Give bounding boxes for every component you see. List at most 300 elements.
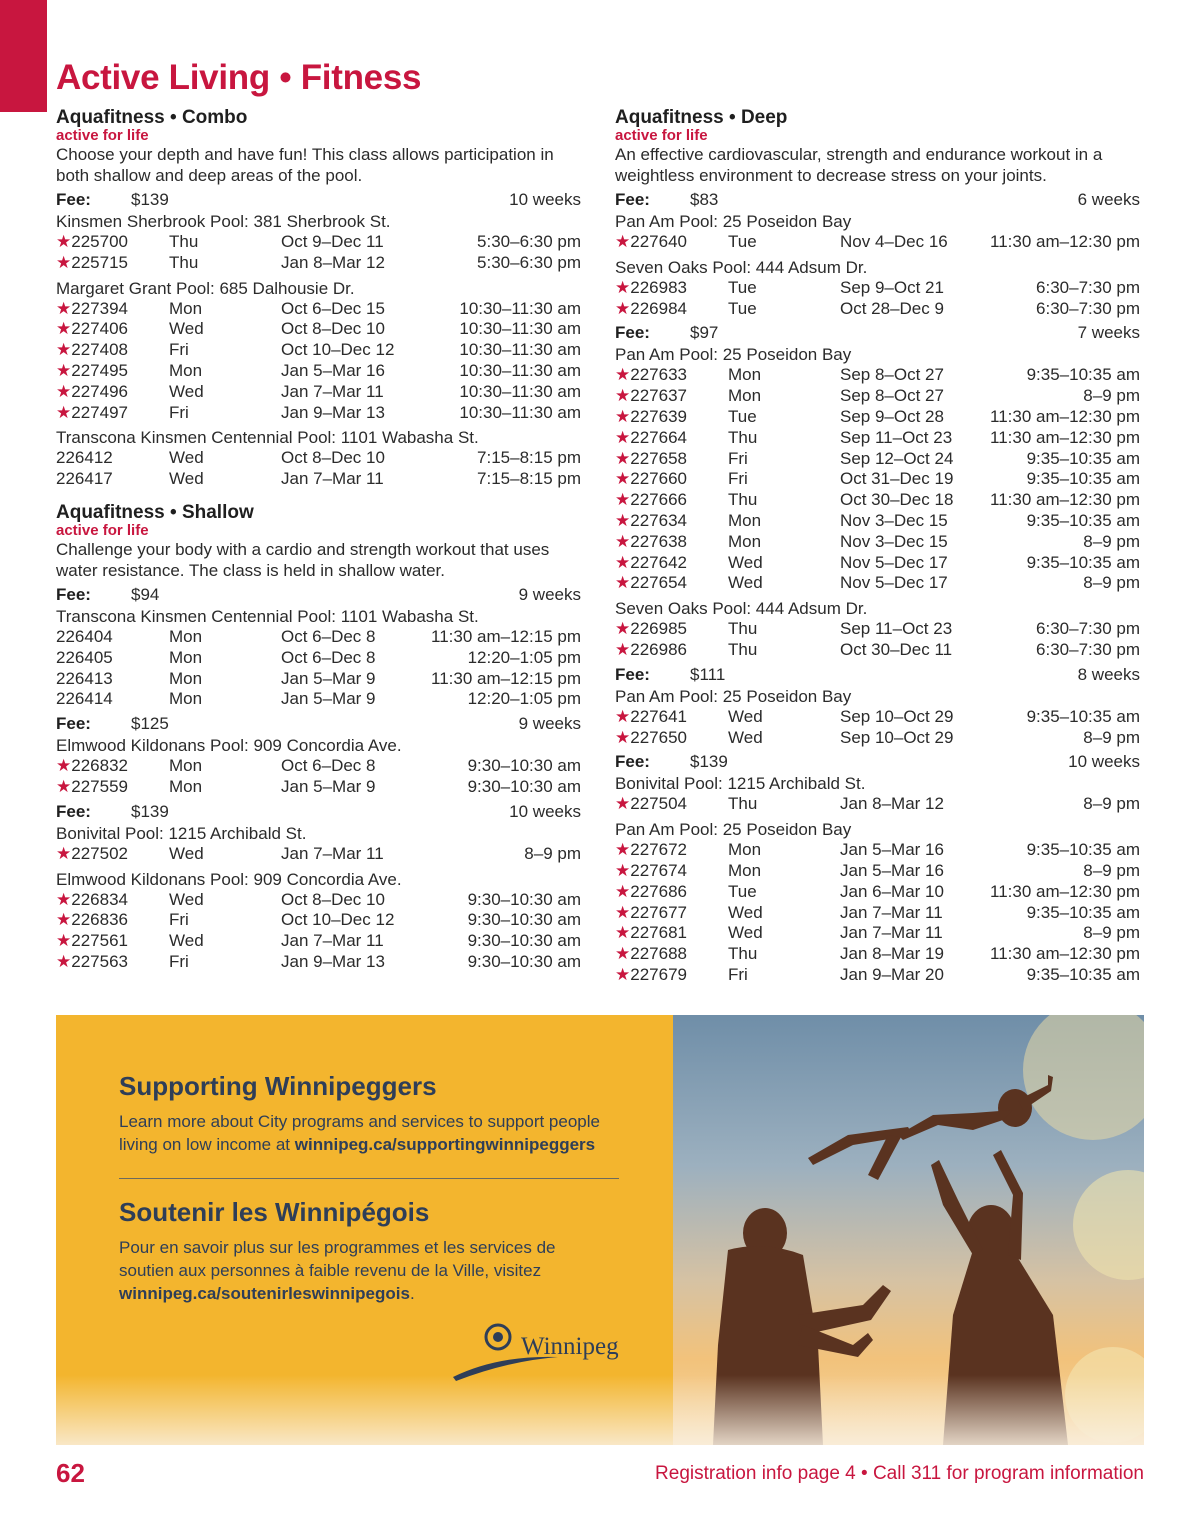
star-icon: ★ (615, 365, 631, 385)
session-day: Mon (728, 510, 762, 530)
session-dates: Oct 6–Dec 8 (281, 626, 376, 646)
session-row[interactable] (56, 403, 581, 424)
session-row[interactable] (615, 923, 1140, 944)
star-icon: ★ (56, 776, 72, 796)
session-code (615, 944, 728, 965)
session-time: 9:35–10:35 am (1026, 510, 1140, 530)
session-day: Wed (169, 889, 204, 909)
session-day: Thu (728, 619, 758, 639)
session-dates: Oct 6–Dec 8 (281, 756, 376, 776)
soutenir-text (119, 1236, 599, 1305)
session-day: Wed (169, 319, 204, 339)
session-dates: Oct 6–Dec 15 (281, 298, 385, 318)
session-row[interactable] (615, 490, 1140, 511)
course-number: 226986 (630, 639, 687, 659)
session-row[interactable] (615, 428, 1140, 449)
session-dates: Jan 9–Mar 13 (281, 951, 385, 971)
session-code (56, 469, 169, 490)
session-time: 6:30–7:30 pm (1036, 298, 1140, 318)
star-icon: ★ (615, 469, 631, 489)
session-code (615, 490, 728, 511)
fee-row (615, 752, 1140, 773)
page-number: 62 (56, 1458, 85, 1488)
session-time: 8–9 pm (1083, 727, 1140, 747)
session-code (615, 449, 728, 470)
session-day: Thu (169, 252, 199, 272)
session-day: Mon (728, 365, 762, 385)
session-time: 11:30 am–12:30 pm (990, 427, 1140, 447)
session-dates: Jan 8–Mar 12 (840, 794, 944, 814)
session-code (56, 319, 169, 340)
session-dates: Sep 8–Oct 27 (840, 386, 944, 406)
session-code (615, 923, 728, 944)
course-number: 226985 (630, 619, 687, 639)
session-row[interactable] (615, 232, 1140, 253)
session-dates: Jan 7–Mar 11 (281, 843, 384, 863)
session-dates: Jan 5–Mar 16 (281, 360, 385, 380)
session-code (56, 669, 169, 690)
session-dates: Oct 9–Dec 11 (281, 232, 384, 251)
session-code (56, 952, 169, 973)
session-time: 9:30–10:30 am (467, 951, 581, 971)
course-number: 227658 (630, 448, 687, 468)
session-row[interactable] (56, 890, 581, 911)
course-number: 226836 (71, 910, 128, 930)
session-dates: Sep 10–Oct 29 (840, 706, 954, 726)
session-code (615, 511, 728, 532)
session-time: 8–9 pm (1083, 573, 1140, 593)
session-row[interactable] (56, 648, 581, 669)
course-number: 227495 (71, 360, 128, 380)
session-day: Mon (728, 860, 762, 880)
session-row[interactable] (56, 299, 581, 320)
pool-location: Seven Oaks Pool: 444 Adsum Dr. (615, 599, 868, 619)
program-tag: active for life (56, 127, 149, 144)
course-number: 226983 (630, 277, 687, 297)
course-number: 227502 (71, 843, 128, 863)
course-number: 226417 (56, 469, 113, 489)
session-day: Wed (728, 573, 763, 593)
fee-row (56, 714, 581, 735)
supporting-body: Learn more about City programs and services to support people living on low income at (119, 1112, 600, 1154)
session-row[interactable] (615, 299, 1140, 320)
course-number: 227394 (71, 298, 128, 318)
session-day: Fri (728, 964, 748, 984)
session-code (615, 532, 728, 553)
session-code (56, 689, 169, 710)
star-icon: ★ (615, 794, 631, 814)
course-number: 227633 (630, 365, 687, 385)
winnipeg-logo-text: Winnipeg (521, 1333, 619, 1360)
session-dates: Jan 7–Mar 11 (281, 469, 384, 489)
star-icon: ★ (615, 860, 631, 880)
supporting-winnipeggers-banner (56, 1015, 1144, 1445)
course-number: 227638 (630, 531, 687, 551)
session-row[interactable] (615, 407, 1140, 428)
session-time: 8–9 pm (1083, 386, 1140, 406)
session-dates: Jan 5–Mar 9 (281, 689, 376, 709)
session-row[interactable] (615, 944, 1140, 965)
session-row[interactable] (615, 573, 1140, 594)
session-code (56, 340, 169, 361)
star-icon: ★ (615, 448, 631, 468)
fee-label: Fee: (615, 190, 650, 210)
soutenir-end: . (409, 1284, 415, 1303)
session-time: 8–9 pm (1083, 794, 1140, 814)
session-time: 10:30–11:30 am (459, 402, 581, 422)
session-time: 10:30–11:30 am (459, 381, 581, 401)
session-time: 7:15–8:15 pm (477, 448, 581, 468)
course-number: 227406 (71, 319, 128, 339)
session-row[interactable] (56, 448, 581, 469)
session-code (615, 640, 728, 661)
session-time: 11:30 am–12:30 pm (990, 406, 1140, 426)
course-number: 227559 (71, 776, 128, 796)
session-day: Mon (169, 647, 203, 667)
session-dates: Oct 30–Dec 18 (840, 490, 954, 510)
session-code (615, 232, 728, 253)
session-time: 9:35–10:35 am (1026, 964, 1140, 984)
session-day: Mon (169, 756, 203, 776)
session-row[interactable] (615, 619, 1140, 640)
session-code (615, 299, 728, 320)
session-dates: Oct 28–Dec 9 (840, 298, 944, 318)
star-icon: ★ (56, 360, 72, 380)
fee-weeks: 9 weeks (518, 585, 581, 605)
session-dates: Oct 30–Dec 11 (840, 639, 953, 659)
session-code (615, 469, 728, 490)
course-number: 227677 (630, 902, 687, 922)
pool-location: Kinsmen Sherbrook Pool: 381 Sherbrook St. (56, 212, 391, 231)
session-time: 9:30–10:30 am (467, 931, 581, 951)
session-dates: Sep 11–Oct 23 (840, 427, 953, 447)
course-number: 227504 (630, 794, 687, 814)
session-time: 11:30 am–12:30 pm (990, 232, 1140, 251)
course-number: 227497 (71, 402, 128, 422)
course-number: 227561 (71, 931, 128, 951)
session-dates: Sep 12–Oct 24 (840, 448, 954, 468)
session-time: 9:35–10:35 am (1026, 365, 1140, 385)
session-row[interactable] (56, 361, 581, 382)
star-icon: ★ (56, 889, 72, 909)
session-row[interactable] (56, 777, 581, 798)
supporting-link[interactable]: winnipeg.ca/supportingwinnipeggers (294, 1135, 596, 1154)
session-code (56, 403, 169, 424)
session-row[interactable] (615, 532, 1140, 553)
session-time: 5:30–6:30 pm (477, 252, 581, 272)
star-icon: ★ (615, 923, 631, 943)
fee-amount: $83 (690, 190, 719, 210)
star-icon: ★ (615, 552, 631, 572)
pool-location: Elmwood Kildonans Pool: 909 Concordia Ave. (56, 869, 402, 889)
fee-amount: $139 (690, 752, 728, 772)
session-dates: Nov 5–Dec 17 (840, 573, 948, 593)
session-row[interactable] (615, 553, 1140, 574)
session-day: Thu (728, 794, 758, 814)
fee-label: Fee: (56, 190, 91, 210)
soutenir-title: Soutenir les Winnipégois (119, 1197, 430, 1227)
star-icon: ★ (615, 964, 631, 984)
session-row[interactable] (56, 952, 581, 973)
session-code (56, 756, 169, 777)
session-time: 7:15–8:15 pm (477, 469, 581, 489)
star-icon: ★ (615, 232, 631, 251)
star-icon: ★ (615, 510, 631, 530)
session-time: 8–9 pm (1083, 923, 1140, 943)
session-day: Fri (169, 402, 189, 422)
course-number: 227686 (630, 881, 687, 901)
fee-weeks: 6 weeks (1077, 190, 1140, 210)
course-number: 227639 (630, 406, 687, 426)
session-day: Wed (728, 923, 763, 943)
pool-location: Transcona Kinsmen Centennial Pool: 1101 Wabasha St. (56, 428, 479, 448)
star-icon: ★ (56, 756, 72, 776)
session-time: 6:30–7:30 pm (1036, 639, 1140, 659)
pool-location: Pan Am Pool: 25 Poseidon Bay (615, 686, 852, 706)
fee-row (615, 665, 1140, 686)
session-row[interactable] (56, 627, 581, 648)
fee-label: Fee: (56, 714, 91, 734)
session-code (56, 361, 169, 382)
session-row[interactable] (56, 382, 581, 403)
session-code (615, 619, 728, 640)
session-dates: Oct 10–Dec 12 (281, 340, 395, 360)
course-number: 226834 (71, 889, 128, 909)
session-row[interactable] (615, 278, 1140, 299)
session-day: Wed (728, 706, 763, 726)
session-dates: Oct 8–Dec 10 (281, 448, 385, 468)
star-icon: ★ (56, 951, 72, 971)
session-row[interactable] (615, 511, 1140, 532)
session-day: Wed (169, 931, 204, 951)
fee-label: Fee: (615, 664, 650, 684)
supporting-title: Supporting Winnipeggers (119, 1071, 437, 1101)
session-time: 9:30–10:30 am (467, 910, 581, 930)
session-row[interactable] (56, 319, 581, 340)
session-code (615, 707, 728, 728)
session-dates: Sep 9–Oct 28 (840, 406, 944, 426)
session-code (56, 931, 169, 952)
session-code (56, 890, 169, 911)
session-dates: Oct 10–Dec 12 (281, 910, 395, 930)
session-dates: Nov 3–Dec 15 (840, 531, 948, 551)
session-day: Wed (169, 448, 204, 468)
session-row[interactable] (56, 756, 581, 777)
star-icon: ★ (56, 910, 72, 930)
program-description: An effective cardiovascular, strength and endurance workout in a weightless environment to decrease stress on your joints. (615, 145, 1103, 185)
pool-location: Pan Am Pool: 25 Poseidon Bay (615, 212, 852, 231)
session-code (56, 232, 169, 253)
pool-location: Seven Oaks Pool: 444 Adsum Dr. (615, 257, 868, 277)
session-code (615, 553, 728, 574)
fee-weeks: 10 weeks (509, 801, 581, 821)
session-code (56, 648, 169, 669)
session-day: Tue (728, 406, 757, 426)
session-row[interactable] (56, 340, 581, 361)
session-row[interactable] (56, 689, 581, 710)
course-number: 226832 (71, 756, 128, 776)
session-row[interactable] (56, 931, 581, 952)
star-icon: ★ (615, 386, 631, 406)
session-row[interactable] (615, 794, 1140, 815)
fee-label: Fee: (56, 585, 91, 605)
session-time: 8–9 pm (524, 843, 581, 863)
session-row[interactable] (56, 253, 581, 274)
session-code (615, 428, 728, 449)
session-dates: Nov 5–Dec 17 (840, 552, 948, 572)
pool-location: Bonivital Pool: 1215 Archibald St. (56, 823, 307, 843)
session-code (615, 278, 728, 299)
session-time: 11:30 am–12:15 pm (431, 626, 581, 646)
session-row[interactable] (56, 844, 581, 865)
course-number: 227640 (630, 232, 687, 251)
session-row[interactable] (615, 728, 1140, 749)
star-icon: ★ (615, 406, 631, 426)
session-row[interactable] (615, 903, 1140, 924)
fee-amount: $139 (131, 190, 169, 210)
course-number: 227660 (630, 469, 687, 489)
course-number: 226404 (56, 626, 113, 646)
session-day: Mon (169, 668, 203, 688)
right-column (615, 107, 1140, 986)
fee-row (615, 323, 1140, 344)
fee-row (56, 802, 581, 823)
program-title: Aquafitness • Deep (615, 107, 788, 128)
session-row[interactable] (615, 861, 1140, 882)
session-day: Wed (169, 469, 204, 489)
session-dates: Jan 5–Mar 16 (840, 840, 944, 860)
session-row[interactable] (615, 640, 1140, 661)
session-row[interactable] (56, 910, 581, 931)
session-row[interactable] (615, 365, 1140, 386)
session-time: 11:30 am–12:15 pm (431, 668, 581, 688)
session-day: Thu (728, 490, 758, 510)
session-code (615, 794, 728, 815)
soutenir-body: Pour en savoir plus sur les programmes et les services de soutien aux personnes à faible revenu de la Ville, visitez (119, 1238, 556, 1280)
session-code (56, 777, 169, 798)
course-number: 227664 (630, 427, 687, 447)
session-time: 9:30–10:30 am (467, 756, 581, 776)
session-code (56, 299, 169, 320)
session-code (56, 448, 169, 469)
fee-amount: $94 (131, 585, 160, 605)
session-row[interactable] (615, 965, 1140, 986)
session-dates: Jan 7–Mar 11 (840, 923, 943, 943)
session-row[interactable] (615, 386, 1140, 407)
star-icon: ★ (615, 619, 631, 639)
session-day: Fri (169, 340, 189, 360)
session-dates: Nov 3–Dec 15 (840, 510, 948, 530)
session-time: 9:35–10:35 am (1026, 902, 1140, 922)
footer-info: Registration info page 4 • Call 311 for program information (655, 1463, 1144, 1484)
session-code (615, 365, 728, 386)
course-number: 225715 (71, 252, 128, 272)
session-row[interactable] (56, 469, 581, 490)
session-row[interactable] (615, 707, 1140, 728)
session-time: 9:35–10:35 am (1026, 706, 1140, 726)
session-day: Thu (728, 639, 758, 659)
session-dates: Oct 8–Dec 10 (281, 319, 385, 339)
session-day: Mon (169, 689, 203, 709)
session-day: Thu (169, 232, 199, 251)
session-code (56, 844, 169, 865)
session-day: Wed (728, 727, 763, 747)
fee-amount: $111 (690, 664, 726, 684)
star-icon: ★ (615, 639, 631, 659)
session-row[interactable] (56, 669, 581, 690)
fee-label: Fee: (56, 801, 91, 821)
session-time: 11:30 am–12:30 pm (990, 881, 1140, 901)
session-day: Mon (728, 840, 762, 860)
session-dates: Jan 7–Mar 11 (281, 381, 384, 401)
pool-location: Pan Am Pool: 25 Poseidon Bay (615, 820, 852, 840)
session-dates: Jan 5–Mar 16 (840, 860, 944, 880)
star-icon: ★ (56, 252, 72, 272)
banner-fade (56, 1375, 1144, 1445)
session-time: 10:30–11:30 am (459, 360, 581, 380)
session-row[interactable] (56, 232, 581, 253)
session-dates: Jan 9–Mar 13 (281, 402, 385, 422)
star-icon: ★ (56, 232, 72, 251)
session-day: Tue (728, 881, 757, 901)
soutenir-link[interactable]: winnipeg.ca/soutenirleswinnipegois (119, 1284, 410, 1303)
session-day: Thu (728, 944, 758, 964)
session-dates: Oct 31–Dec 19 (840, 469, 954, 489)
session-day: Mon (169, 298, 203, 318)
session-day: Thu (728, 427, 758, 447)
session-day: Fri (728, 469, 748, 489)
course-number: 227637 (630, 386, 687, 406)
session-day: Fri (169, 910, 189, 930)
session-time: 10:30–11:30 am (459, 340, 581, 360)
fee-row (56, 190, 581, 211)
fee-weeks: 8 weeks (1077, 664, 1140, 684)
program-tag: active for life (56, 521, 149, 539)
course-number: 227688 (630, 944, 687, 964)
session-row[interactable] (615, 882, 1140, 903)
star-icon: ★ (615, 573, 631, 593)
fee-amount: $139 (131, 801, 169, 821)
session-row[interactable] (615, 469, 1140, 490)
course-number: 227681 (630, 923, 687, 943)
pool-location: Elmwood Kildonans Pool: 909 Concordia Ave. (56, 736, 402, 756)
session-time: 12:20–1:05 pm (467, 647, 581, 667)
session-code (615, 861, 728, 882)
session-dates: Jan 7–Mar 11 (281, 931, 384, 951)
course-number: 227408 (71, 340, 128, 360)
star-icon: ★ (615, 727, 631, 747)
course-number: 227674 (630, 860, 687, 880)
session-dates: Jan 8–Mar 19 (840, 944, 944, 964)
star-icon: ★ (615, 298, 631, 318)
session-time: 10:30–11:30 am (459, 298, 581, 318)
course-number: 227654 (630, 573, 687, 593)
session-time: 11:30 am–12:30 pm (990, 944, 1140, 964)
star-icon: ★ (615, 902, 631, 922)
session-row[interactable] (615, 449, 1140, 470)
program-title: Aquafitness • Shallow (56, 501, 254, 523)
session-code (615, 728, 728, 749)
pool-location: Transcona Kinsmen Centennial Pool: 1101 Wabasha St. (56, 606, 479, 626)
session-day: Fri (728, 448, 748, 468)
session-code (615, 407, 728, 428)
pool-location: Bonivital Pool: 1215 Archibald St. (615, 774, 866, 794)
star-icon: ★ (615, 427, 631, 447)
session-row[interactable] (615, 840, 1140, 861)
session-dates: Jan 5–Mar 9 (281, 668, 376, 688)
session-dates: Jan 5–Mar 9 (281, 776, 376, 796)
star-icon: ★ (56, 931, 72, 951)
